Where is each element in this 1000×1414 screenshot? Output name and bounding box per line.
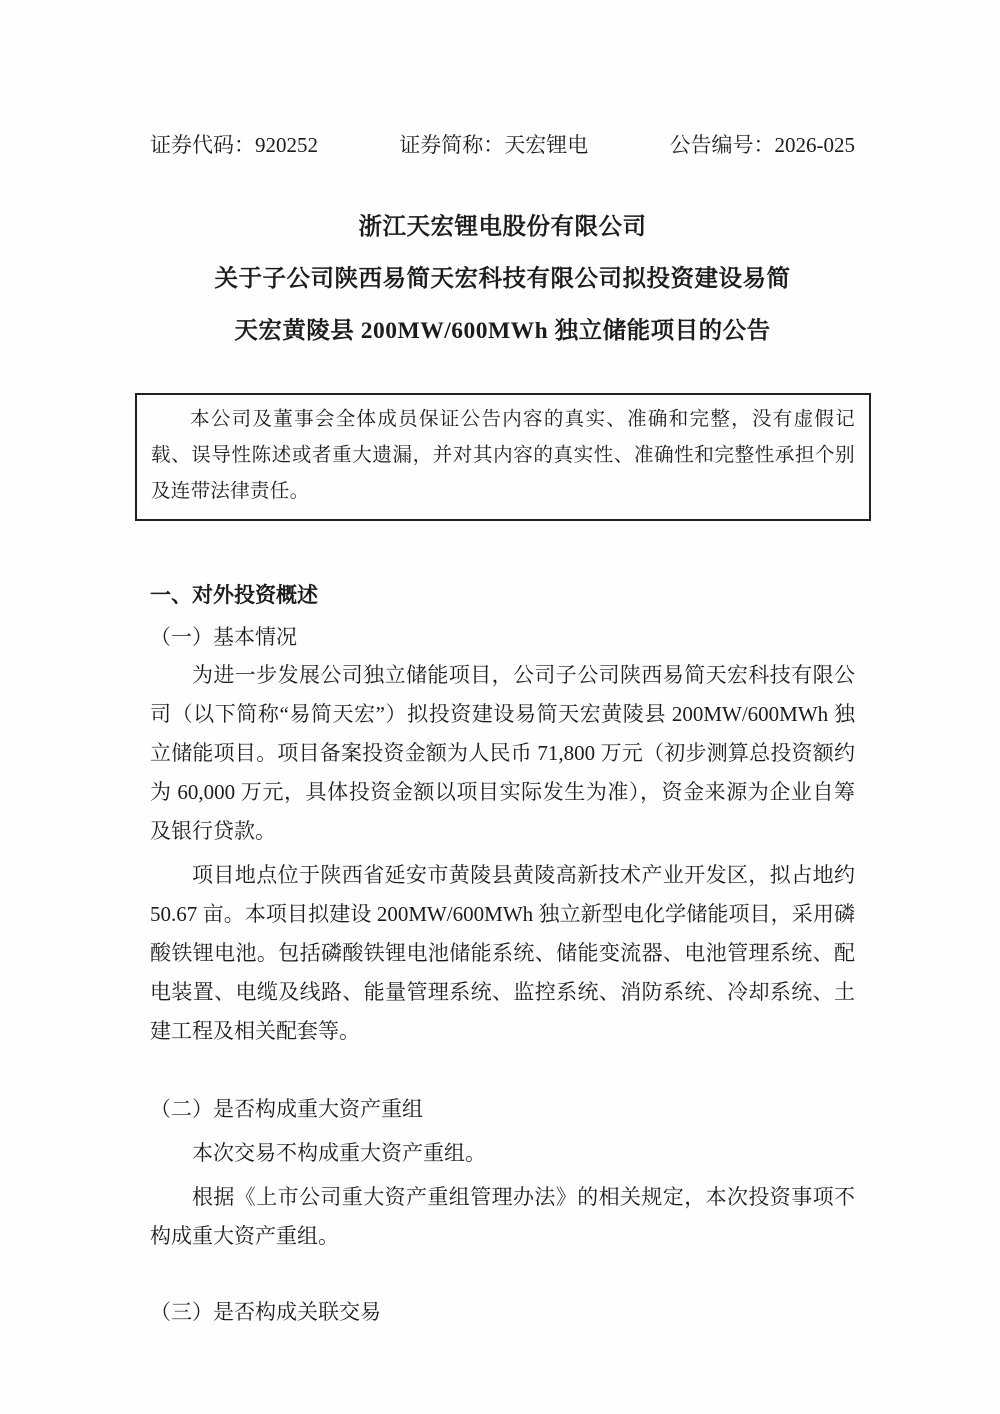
announcement-title bbox=[150, 201, 855, 357]
section-heading-investment-overview: 一、对外投资概述 bbox=[150, 583, 318, 607]
paragraph-basic-info-2: 项目地点位于陕西省延安市黄陵县黄陵高新技术产业开发区，拟占地约 50.67 亩。本项目拟建设 200MW/600MWh 独立新型电化学储能项目，采用磷酸铁锂电池。包括磷酸铁锂电池储能系统、储能变流器、电池管理系统、配电装置、电缆及线路、能量管理系统、监控系统、消防系统、冷却系统、土建工程及相关配套等。 bbox=[150, 863, 855, 1043]
title-line-2: 关于子公司陕西易简天宏科技有限公司拟投资建设易简 bbox=[214, 266, 791, 292]
stock-short-name-text: 证券简称：天宏锂电 bbox=[399, 133, 589, 157]
disclaimer-box bbox=[135, 393, 871, 521]
disclaimer-text: 本公司及董事会全体成员保证公告内容的真实、准确和完整，没有虚假记载、误导性陈述或者重大遗漏，并对其内容的真实性、准确性和完整性承担个别及连带法律责任。 bbox=[151, 409, 855, 502]
announcement-number-text: 公告编号：2026-025 bbox=[669, 133, 855, 157]
subsection-heading-basic-info: （一）基本情况 bbox=[150, 625, 297, 649]
subsection-heading-major-asset-restructuring: （二）是否构成重大资产重组 bbox=[150, 1097, 423, 1121]
paragraph-restructuring-1: 本次交易不构成重大资产重组。 bbox=[192, 1141, 486, 1165]
paragraph-basic-info-1: 为进一步发展公司独立储能项目，公司子公司陕西易简天宏科技有限公司（以下简称“易简天宏”）拟投资建设易简天宏黄陵县 200MW/600MWh 独立储能项目。项目备案投资金额为人民币 71,800 万元（初步测算总投资额约为 60,000 万元，具体投资金额以项目实际发生为准），资金来源为企业自筹及银行贷款。 bbox=[150, 663, 855, 843]
subsection-heading-related-party-transaction: （三）是否构成关联交易 bbox=[150, 1300, 381, 1324]
stock-code-text: 证券代码：920252 bbox=[150, 133, 318, 157]
document-header-row bbox=[150, 131, 855, 159]
paragraph-restructuring-2: 根据《上市公司重大资产重组管理办法》的相关规定，本次投资事项不构成重大资产重组。 bbox=[150, 1185, 855, 1248]
title-line-1: 浙江天宏锂电股份有限公司 bbox=[358, 214, 647, 240]
title-line-3: 天宏黄陵县 200MW/600MWh 独立储能项目的公告 bbox=[234, 318, 771, 344]
